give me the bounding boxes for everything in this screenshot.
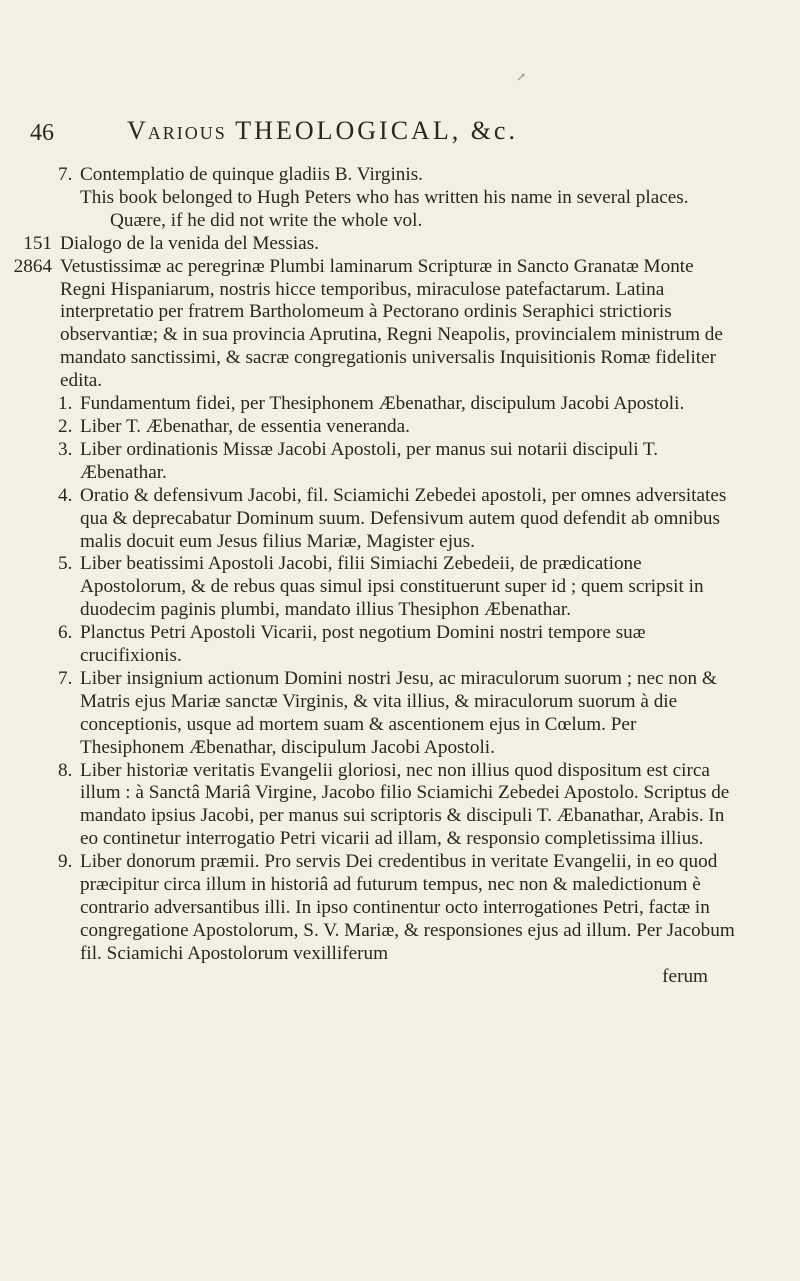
list-item <box>60 485 740 554</box>
entry-7-title: Contemplatio de quinque gladiis B. Virginis. <box>80 164 423 185</box>
pencil-mark: ↗ <box>516 70 527 84</box>
list-item-number: 5. <box>58 553 73 575</box>
list-item-number: 2. <box>58 415 73 437</box>
list-item-number: 7. <box>58 667 73 689</box>
list-item-text: Oratio & defensivum Jacobi, fil. Sciamichi Zebedei apostoli, per omnes adversitates qua & deprecabatur Dominum suum. Defensivum autem quod defendit ab omnibus malis docuit eum Jesus filius Mariæ, Magister ejus. <box>80 484 727 552</box>
list-item <box>60 668 740 760</box>
list-item-number: 3. <box>58 438 73 460</box>
entry-2864-intro: Vetustissimæ ac peregrinæ Plumbi laminarum Scripturæ in Sancto Granatæ Monte Regni Hispaniarum, nostris hicce temporibus, miraculose patefactarum. Latina interpretatio per fratrem Bartholomeum à Pectorano ordinis Seraphici strictioris observantiæ; & in sua provincia Aprutina, Regni Neapolis, provincialem ministrum de mandato sanctissimi, & sacræ congregationis universalis Inquisitionis Romæ fideliter edita. <box>60 255 723 392</box>
entry-7-number: 7. <box>58 164 73 185</box>
list-item-text: Liber T. Æbenathar, de essentia veneranda. <box>80 415 410 437</box>
list-item <box>60 416 740 439</box>
entry-7-note-2: Quære, if he did not write the whole vol. <box>110 209 423 231</box>
list-item-text: Liber donorum præmii. Pro servis Dei credentibus in veritate Evangelii, in eo quod præcipitur circa illum in historiâ ad futurum tempus, nec non & maledictionum è contrario adversantibus illi. In ipso continentur octo interrogationes Petri, factæ in congregatione Apostolorum, S. V. Mariæ, & responsiones ejus ad illum. Per Jacobum fil. Sciamichi Apostolorum vexilliferum <box>80 851 735 964</box>
list-item <box>60 622 740 668</box>
list-item-number: 8. <box>58 759 73 781</box>
list-item-number: 6. <box>58 622 73 644</box>
list-item <box>60 553 740 622</box>
entry-2864 <box>13 255 740 966</box>
running-head: Various THEOLOGICAL, &c. <box>127 116 518 145</box>
list-item-text: Planctus Petri Apostoli Vicarii, post negotium Domini nostri tempore suæ crucifixionis. <box>80 622 646 667</box>
list-item-number: 4. <box>58 484 73 506</box>
list-item-number: 1. <box>58 393 73 415</box>
entry-151-title: Dialogo de la venida del Messias. <box>60 232 319 254</box>
list-item <box>60 851 740 966</box>
entry-7-title-line <box>60 164 740 187</box>
list-item <box>60 439 740 485</box>
list-item-text: Fundamentum fidei, per Thesiphonem Æbenathar, discipulum Jacobi Apostoli. <box>80 393 685 415</box>
entry-151-number: 151 <box>23 232 52 254</box>
list-item-text: Liber ordinationis Missæ Jacobi Apostoli, per manus sui notarii discipuli T. Æbenathar. <box>80 438 659 483</box>
entry-7 <box>60 164 740 233</box>
entry-2864-number: 2864 <box>13 255 52 277</box>
list-item-text: Liber historiæ veritatis Evangelii gloriosi, nec non illius quod dispositum est circa illum : à Sanctâ Mariâ Virgine, Jacobo filio Sciamichi Zebedei Apostolo. Scriptus de mandato ipsius Jacobi, per manus sui scriptoris & discipuli T. Æbanathar, Arabis. In eo continetur interrogatio Petri vicarii ad illam, & responsio completissima illius. <box>80 759 730 850</box>
list-item <box>60 393 740 416</box>
list-item-text: Liber insignium actionum Domini nostri Jesu, ac miraculorum suorum ; nec non & Matris ejus Mariæ sanctæ Virginis, & vita illius, & miraculorum suorum à die conceptionis, usque ad mortem suam & ascentionem ejus in Cœlum. Per Thesiphonem Æbenathar, discipulum Jacobi Apostoli. <box>80 667 717 758</box>
catchword: ferum <box>662 965 708 987</box>
entry-151 <box>23 232 740 256</box>
page-number: 46 <box>30 120 54 146</box>
list-item-number: 9. <box>58 851 73 873</box>
page-body <box>13 164 740 989</box>
list-item <box>60 760 740 852</box>
entry-2864-items <box>60 393 740 966</box>
list-item-text: Liber beatissimi Apostoli Jacobi, filii Simiachi Zebedeii, de prædicatione Apostolorum, & de rebus quas simul ipsi constituerunt super id ; quem scripsit in duodecim paginis plumbi, mandato illius Thesiphon Æbenathar. <box>80 553 704 621</box>
entry-7-note-1: This book belonged to Hugh Peters who has written his name in several places. <box>80 186 689 208</box>
